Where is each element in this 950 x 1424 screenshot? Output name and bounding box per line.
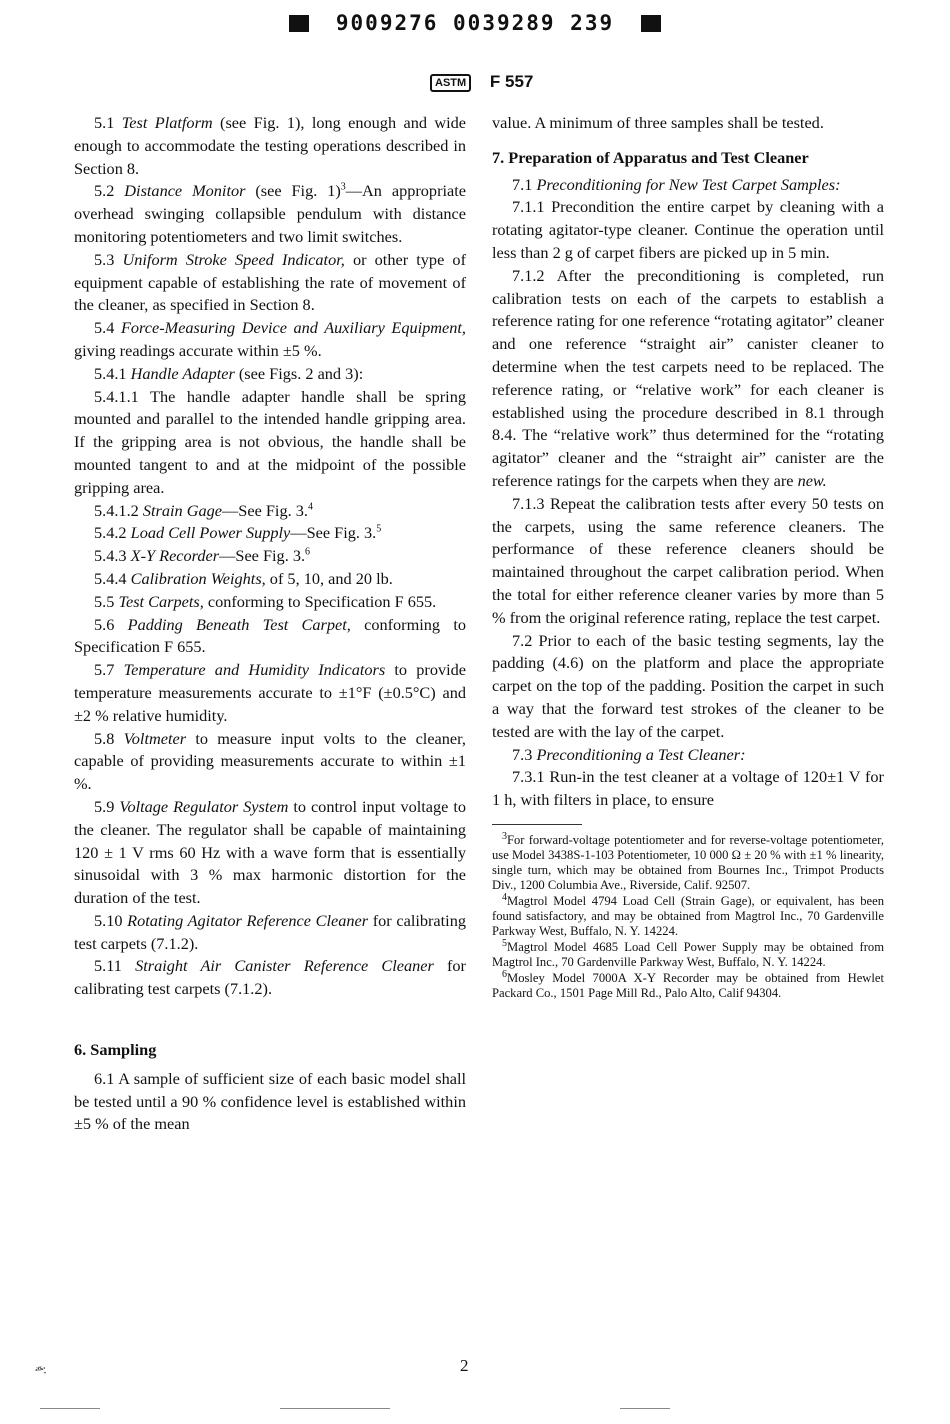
clause-number: 5.6 <box>94 614 115 634</box>
clause-text: giving readings accurate within ±5 %. <box>74 340 322 360</box>
scan-smudge-mark: ·ᵃᵒˢ·: <box>32 1361 46 1378</box>
clause-number: 5.3 <box>94 249 115 269</box>
clause-text: conforming to Specification F 655. <box>74 614 466 657</box>
clause-title: Distance Monitor <box>124 181 246 201</box>
clause-paragraph <box>74 910 466 956</box>
scan-artifact-line <box>280 1408 390 1409</box>
footnote-divider <box>492 824 582 825</box>
clause-text-italic: new. <box>797 470 827 490</box>
clause-text: for calibrating test carpets (7.1.2). <box>74 956 466 999</box>
footnote-text: For forward-voltage potentiometer and for reverse-voltage potentiometer, use Model 3438S-1-103 Potentiometer, 10 000 Ω ± 20 % with ±1 % linearity, single turn, which may be obtained from Bournes Inc., Trimpot Products Div., 1200 Columbia Ave., Riverside, Calif. 92507. <box>492 832 884 892</box>
clause-text: or other type of equipment capable of establishing the rate of movement of the cleaner, as specified in Section 8. <box>74 249 466 315</box>
clause-number: 7.3.1 <box>512 767 545 787</box>
barcode-block-left <box>289 15 309 32</box>
clause-title: Rotating Agitator Reference Cleaner <box>127 910 369 930</box>
clause-number: 7.1.3 <box>512 493 545 513</box>
clause-number: 7.3 <box>512 744 533 764</box>
clause-number: 5.10 <box>94 910 123 930</box>
footnote-ref: 5 <box>376 523 382 535</box>
footnote-ref: 4 <box>307 501 313 513</box>
footnote-ref: 3 <box>340 181 346 193</box>
standard-designation <box>430 72 533 92</box>
page-number: 2 <box>460 1356 469 1375</box>
footnote-item <box>492 937 884 970</box>
clause-number: 7.1.1 <box>512 197 545 217</box>
clause-paragraph <box>492 265 884 493</box>
clause-number: 7.1 <box>512 174 533 194</box>
clause-paragraph <box>492 493 884 630</box>
clause-paragraph <box>74 1068 466 1136</box>
clause-text: to control input voltage to the cleaner. The regulator shall be capable of maintaining 120 ± 1 V rms 60 Hz with a wave form that is essentially sinusoidal with 3 % max harmonic distortion for the duration of the test. <box>74 796 466 908</box>
clause-text: (see Fig. 1), long enough and wide enough to accommodate the testing operations described in Section 8. <box>74 113 467 178</box>
footnote-item <box>492 830 884 893</box>
clause-text: The handle adapter handle shall be spring mounted and parallel to the intended handle gripping area. If the gripping area is not obvious, the handle shall be mounted tangent to and at the midpoint of the possible gripping area. <box>74 386 466 497</box>
clause-title: X-Y Recorder <box>130 546 220 566</box>
clause-paragraph <box>74 500 466 523</box>
clause-number: 5.7 <box>94 660 115 680</box>
footnote-item <box>492 891 884 939</box>
clause-title: Handle Adapter <box>130 363 235 383</box>
footnote-mark: 5 <box>502 937 507 949</box>
clause-text: —See Fig. 3. <box>290 523 377 543</box>
designation-number: F 557 <box>489 72 534 91</box>
clause-paragraph <box>74 614 466 660</box>
clause-text: Precondition the entire carpet by cleaning with a rotating agitator-type cleaner. Continue the operation until less than 2 g of carpet fibers are picked up in 5 min. <box>492 197 885 262</box>
clause-paragraph <box>74 568 466 591</box>
clause-text: conforming to Specification F 655. <box>203 591 437 611</box>
clause-number: 5.9 <box>94 796 115 816</box>
clause-paragraph <box>74 545 466 568</box>
clause-number: 5.4.1.2 <box>94 500 139 520</box>
section-gap <box>74 1001 466 1039</box>
clause-text: for calibrating test carpets (7.1.2). <box>74 910 466 953</box>
footnote-text: Magtrol Model 4794 Load Cell (Strain Gage), or equivalent, has been found satisfactory, and may be obtained from Magtrol Inc., 70 Gardenville Parkway West, Buffalo, N. Y. 14224. <box>492 893 884 938</box>
astm-logo-icon: ASTM <box>430 74 471 92</box>
footnote-item <box>492 968 884 1001</box>
clause-title: Test Platform <box>121 113 213 132</box>
section-heading-preparation: 7. Preparation of Apparatus and Test Cleaner <box>492 147 809 167</box>
footnote-text: Mosley Model 7000A X-Y Recorder may be obtained from Hewlet Packard Co., 1501 Page Mill Rd., Palo Alto, Calif 94304. <box>492 970 884 1000</box>
footnote-ref: 6 <box>305 546 311 558</box>
clause-paragraph <box>492 766 884 812</box>
clause-paragraph <box>74 955 466 1001</box>
scan-artifact-line <box>40 1408 100 1409</box>
clause-title: Force-Measuring Device and Auxiliary Equipment, <box>120 318 466 338</box>
footnotes <box>492 830 884 1001</box>
clause-number: 5.4.4 <box>94 568 127 588</box>
clause-text: of 5, 10, and 20 lb. <box>265 568 393 588</box>
document-code: 9009276 0039289 239 <box>335 11 615 35</box>
clause-number: 6.1 <box>94 1068 115 1088</box>
clause-number: 5.11 <box>94 956 122 976</box>
clause-number: 5.2 <box>94 181 115 201</box>
footnote-text: Magtrol Model 4685 Load Cell Power Supply may be obtained from Magtrol Inc., 70 Gardenville Parkway West, Buffalo, N. Y. 14224. <box>492 939 884 969</box>
clause-title: Voltage Regulator System <box>119 796 289 816</box>
clause-number: 5.4.1 <box>94 363 127 383</box>
clause-paragraph <box>74 112 466 180</box>
clause-text: to provide temperature measurements accurate to ±1°F (±0.5°C) and ±2 % relative humidity. <box>74 660 466 725</box>
clause-title: Load Cell Power Supply <box>130 523 291 543</box>
clause-paragraph <box>74 317 466 363</box>
barcode-block-right <box>641 15 661 32</box>
clause-text: to measure input volts to the cleaner, capable of providing measurements accurate to within ±1 %. <box>74 728 466 794</box>
clause-text: (see Fig. 1) <box>245 181 341 201</box>
clause-number: 5.1 <box>94 113 115 132</box>
clause-title: Strain Gage <box>142 500 222 520</box>
section-heading-sampling: 6. Sampling <box>74 1040 157 1060</box>
clause-number: 5.4.1.1 <box>94 386 139 406</box>
clause-text: After the preconditioning is completed, run calibration tests on each of the carpets to establish a reference rating for one reference “rotating agitator” cleaner and one reference “straight air” canister cleaner to determine when the test carpets need to be replaced. The reference rating, or “relative work” for each cleaner is established using the procedure described in 8.1 through 8.4. The “relative work” thus determined for the “rotating agitator” cleaner and the “straight air” canister are the reference ratings for the carpets when they are <box>492 265 885 490</box>
right-column <box>492 112 884 1002</box>
clause-paragraph <box>74 386 466 500</box>
clause-text: Run-in the test cleaner at a voltage of 120±1 V for 1 h, with filters in place, to ensure <box>492 767 884 810</box>
clause-number: 7.2 <box>512 630 533 650</box>
clause-title: Test Carpets, <box>118 591 204 611</box>
clause-text: Repeat the calibration tests after every 50 tests on the carpets, using the same reference cleaners. The performance of these reference cleaners should be maintained throughout the carpet calibration period. When the total for either reference cleaner varies by more than 5 % from the original reference rating, replace the test carpet. <box>492 493 884 627</box>
left-column <box>74 112 466 1136</box>
clause-text: Prior to each of the basic testing segments, lay the padding (4.6) on the platform and place the appropriate carpet on the top of the padding. Position the carpet in such a way that the forward test strokes of the cleaner to be tested are with the lay of the carpet. <box>492 630 884 741</box>
clause-title: Preconditioning for New Test Carpet Samples: <box>536 174 841 194</box>
clause-text: —See Fig. 3. <box>219 546 306 566</box>
clause-number: 5.4.2 <box>94 523 127 543</box>
clause-paragraph <box>74 659 466 727</box>
clause-number: 5.4 <box>94 318 115 338</box>
clause-paragraph <box>74 796 466 910</box>
continued-paragraph: value. A minimum of three samples shall be tested. <box>492 113 824 132</box>
footnote-mark: 3 <box>502 830 507 842</box>
clause-paragraph <box>74 180 466 248</box>
clause-paragraph <box>492 196 884 264</box>
clause-number: 5.5 <box>94 591 115 611</box>
clause-title: Padding Beneath Test Carpet, <box>127 614 351 634</box>
clause-paragraph <box>74 728 466 796</box>
clause-paragraph <box>492 744 884 767</box>
clause-title: Straight Air Canister Reference Cleaner <box>135 956 434 976</box>
clause-paragraph <box>74 249 466 317</box>
clause-title: Voltmeter <box>123 728 187 748</box>
clause-text: A sample of sufficient size of each basic model shall be tested until a 90 % confidence level is established within ±5 % of the mean <box>74 1068 466 1134</box>
clause-number: 5.8 <box>94 728 115 748</box>
clause-paragraph <box>74 363 466 386</box>
clause-paragraph <box>492 174 884 197</box>
clause-title: Temperature and Humidity Indicators <box>123 660 386 680</box>
clause-title: Calibration Weights, <box>130 568 266 588</box>
clause-paragraph <box>74 591 466 614</box>
scan-artifact-line <box>620 1408 670 1409</box>
clause-text: —An appropriate overhead swinging collapsible pendulum with distance monitoring potentiometers and two limit switches. <box>74 181 466 246</box>
clause-number: 5.4.3 <box>94 546 127 566</box>
clause-number: 7.1.2 <box>512 265 545 285</box>
footnote-mark: 4 <box>502 891 507 903</box>
clause-paragraph <box>492 630 884 744</box>
clause-paragraph <box>74 522 466 545</box>
clause-title: Preconditioning a Test Cleaner: <box>536 744 746 764</box>
footnote-mark: 6 <box>502 968 507 980</box>
clause-title: Uniform Stroke Speed Indicator, <box>122 249 345 269</box>
clause-text: —See Fig. 3. <box>222 500 308 520</box>
clause-text: (see Figs. 2 and 3): <box>234 363 364 383</box>
document-code-header <box>0 10 950 35</box>
